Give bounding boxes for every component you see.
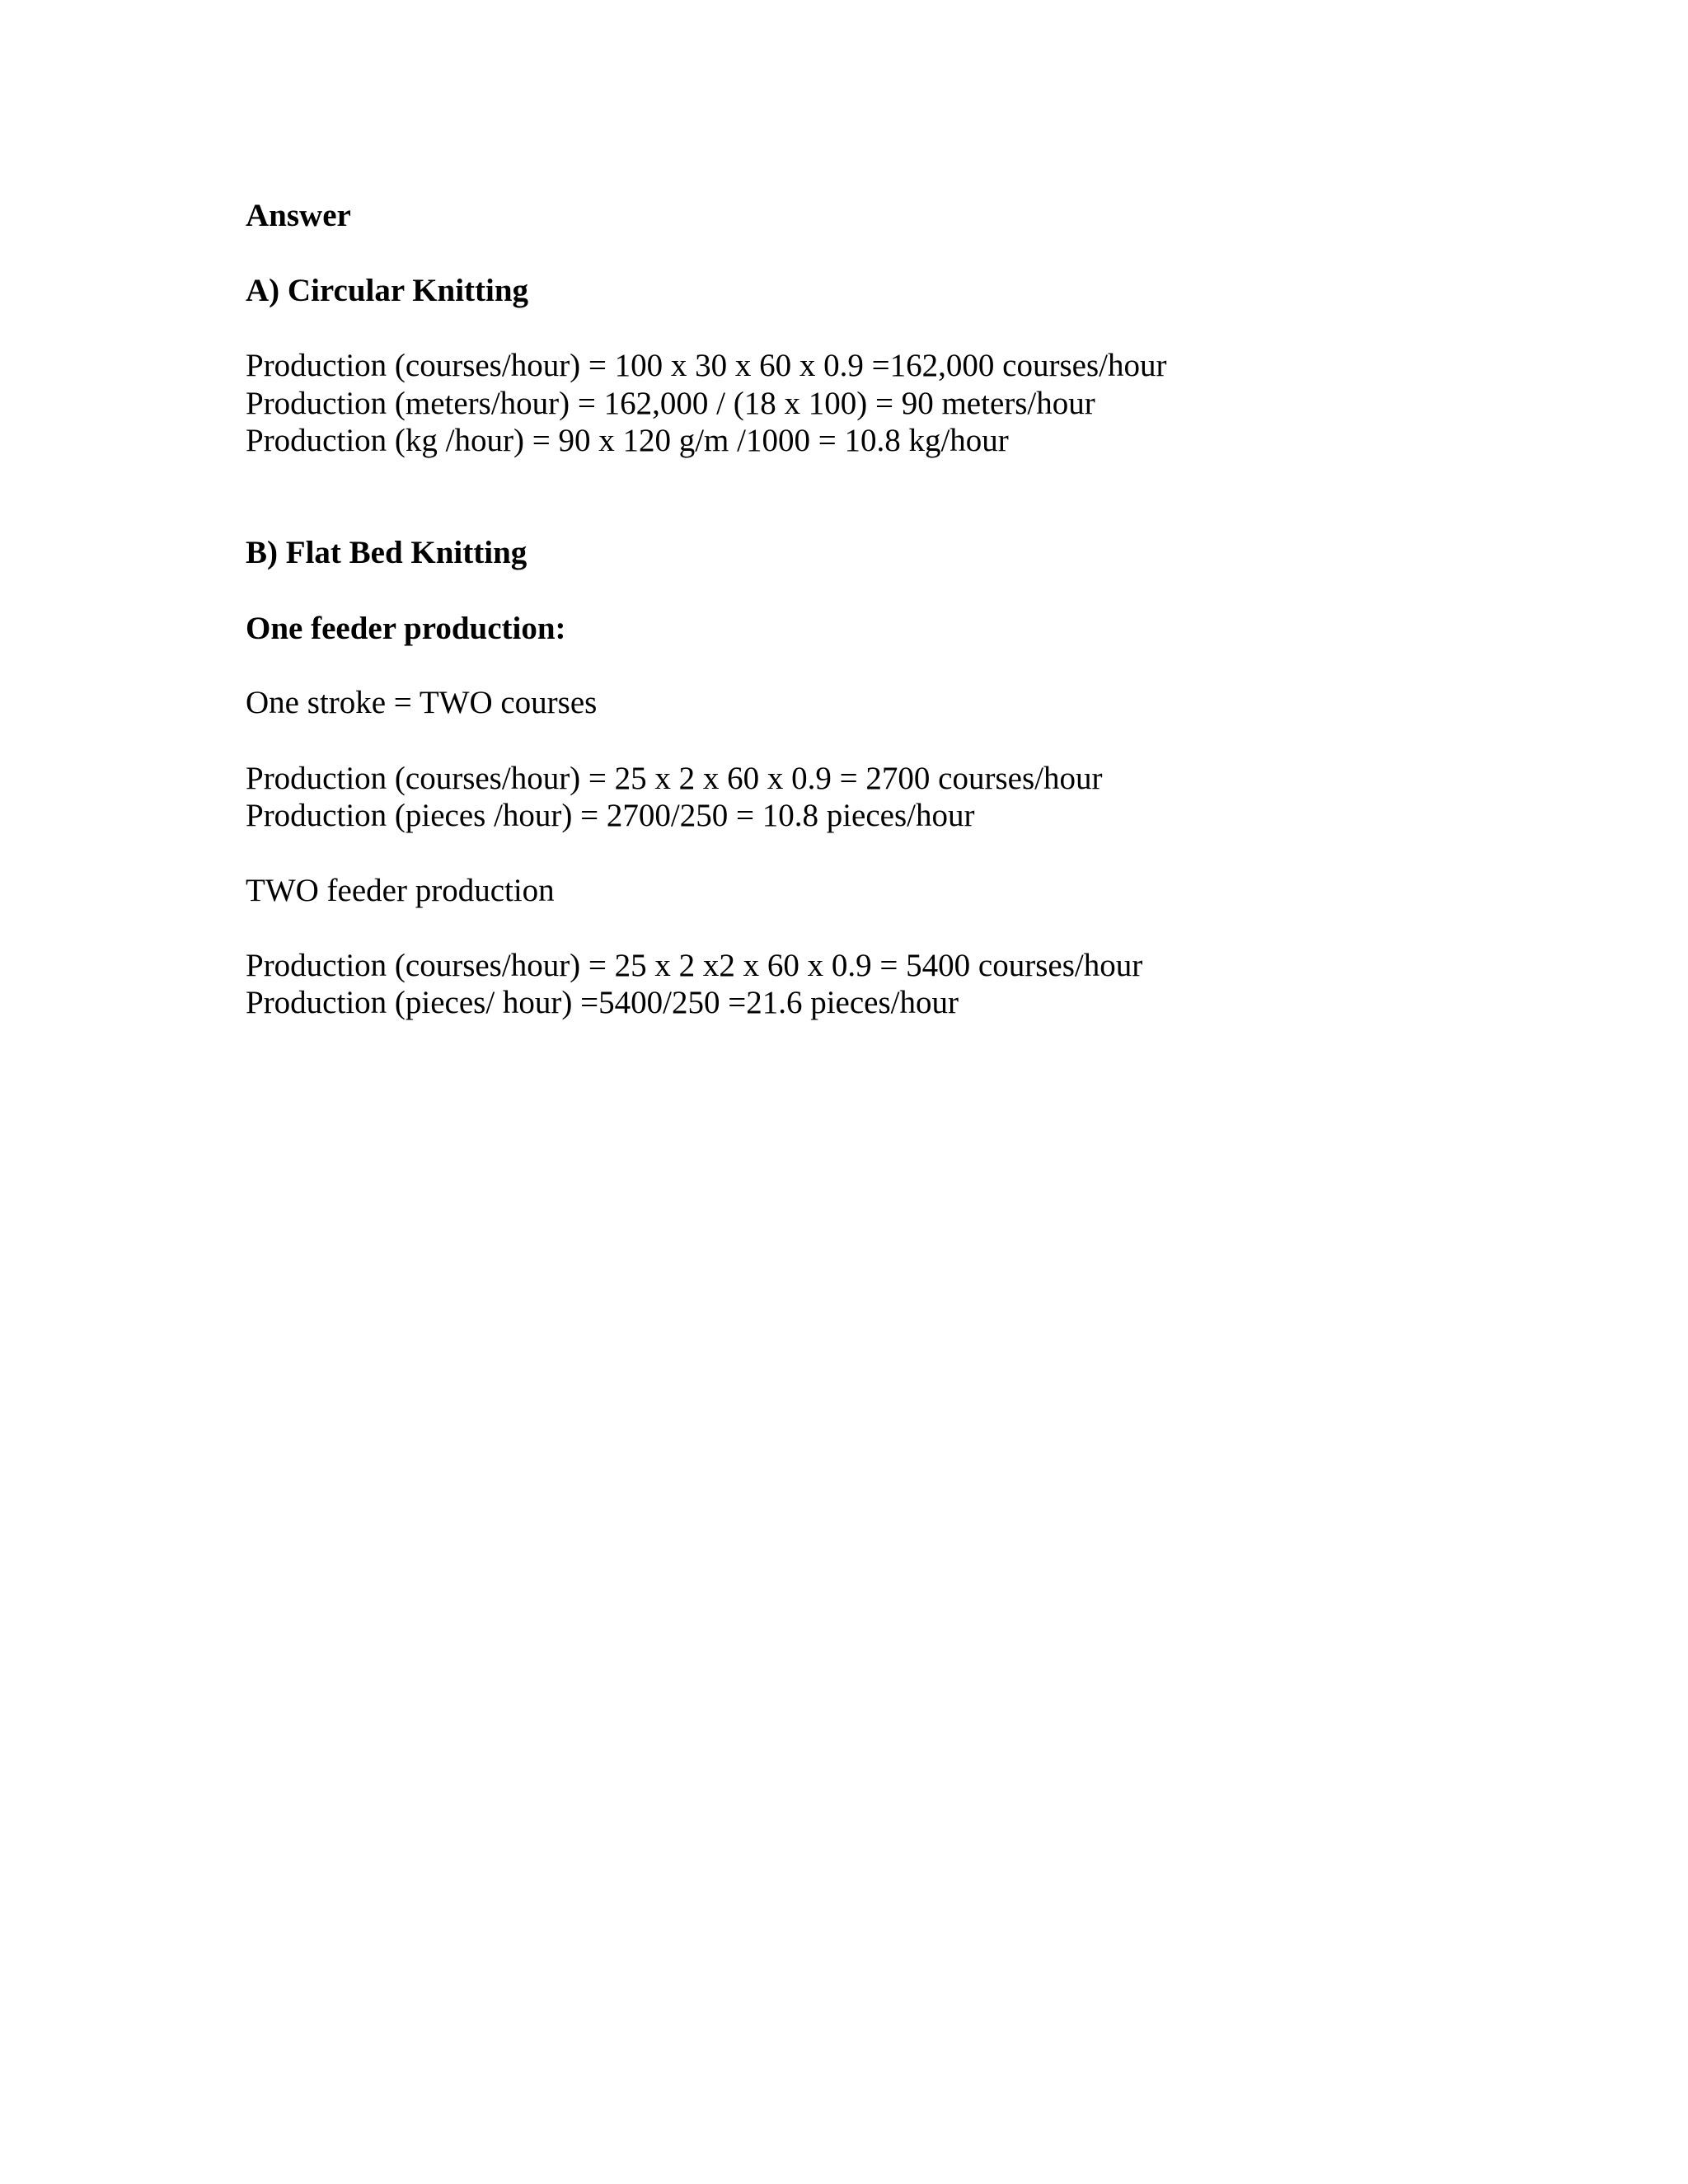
answer-heading: Answer (246, 198, 351, 233)
stroke-note: One stroke = TWO courses (246, 685, 598, 720)
circular-kg-line: Production (kg /hour) = 90 x 120 g/m /1000 = 10.8 kg/hour (246, 423, 1009, 458)
two-feeder-courses-line: Production (courses/hour) = 25 x 2 x2 x 60 x 0.9 = 5400 courses/hour (246, 948, 1143, 983)
one-feeder-pieces-line: Production (pieces /hour) = 2700/250 = 10.8 pieces/hour (246, 798, 975, 833)
one-feeder-title: One feeder production: (246, 611, 566, 646)
section-a-title: A) Circular Knitting (246, 273, 529, 308)
circular-courses-line: Production (courses/hour) = 100 x 30 x 60 x 0.9 =162,000 courses/hour (246, 348, 1167, 383)
two-feeder-title: TWO feeder production (246, 873, 555, 908)
section-b-title: B) Flat Bed Knitting (246, 535, 528, 570)
two-feeder-pieces-line: Production (pieces/ hour) =5400/250 =21.6 pieces/hour (246, 985, 959, 1020)
one-feeder-courses-line: Production (courses/hour) = 25 x 2 x 60 x 0.9 = 2700 courses/hour (246, 761, 1103, 796)
circular-meters-line: Production (meters/hour) = 162,000 / (18 x 100) = 90 meters/hour (246, 386, 1095, 421)
